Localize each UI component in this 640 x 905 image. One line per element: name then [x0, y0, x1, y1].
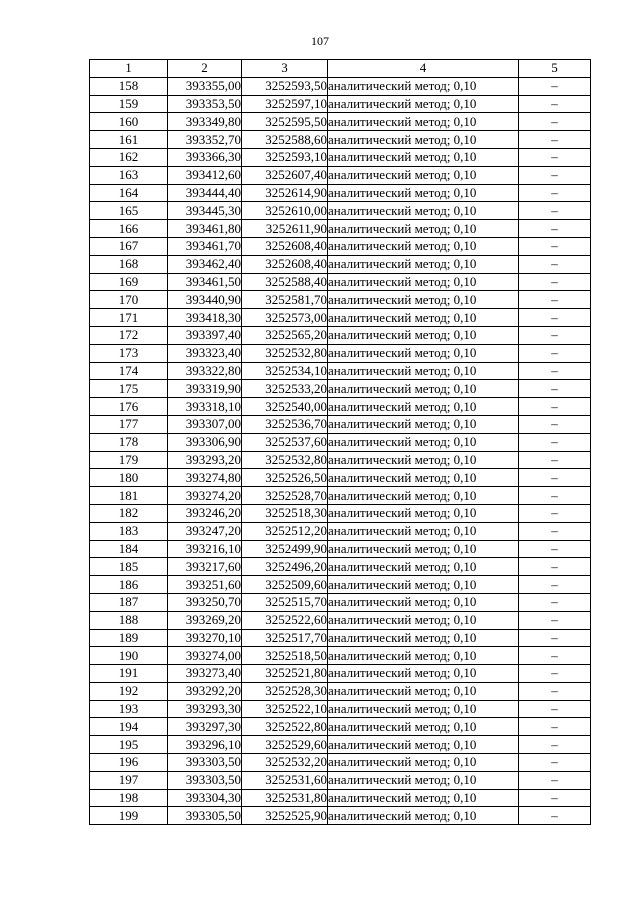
point-number-cell: 160 — [90, 113, 168, 131]
method-accuracy-cell: аналитический метод; 0,10 — [328, 771, 519, 789]
note-cell: – — [519, 166, 591, 184]
point-number-cell: 166 — [90, 220, 168, 238]
y-coordinate-cell: 3252608,40 — [242, 237, 328, 255]
point-number-cell: 158 — [90, 77, 168, 95]
method-accuracy-cell: аналитический метод; 0,10 — [328, 433, 519, 451]
point-number-cell: 193 — [90, 700, 168, 718]
x-coordinate-cell: 393352,70 — [168, 131, 242, 149]
point-number-cell: 189 — [90, 629, 168, 647]
point-number-cell: 173 — [90, 344, 168, 362]
point-number-cell: 183 — [90, 522, 168, 540]
x-coordinate-cell: 393307,00 — [168, 415, 242, 433]
table-row — [90, 647, 591, 665]
y-coordinate-cell: 3252512,20 — [242, 522, 328, 540]
y-coordinate-cell: 3252593,10 — [242, 148, 328, 166]
point-number-cell: 176 — [90, 398, 168, 416]
note-cell: – — [519, 540, 591, 558]
note-cell: – — [519, 326, 591, 344]
note-cell: – — [519, 718, 591, 736]
y-coordinate-cell: 3252528,70 — [242, 487, 328, 505]
note-cell: – — [519, 415, 591, 433]
point-number-cell: 169 — [90, 273, 168, 291]
table-row — [90, 700, 591, 718]
point-number-cell: 179 — [90, 451, 168, 469]
point-number-cell: 159 — [90, 95, 168, 113]
note-cell: – — [519, 273, 591, 291]
table-row — [90, 754, 591, 772]
note-cell: – — [519, 309, 591, 327]
table-row — [90, 487, 591, 505]
y-coordinate-cell: 3252509,60 — [242, 576, 328, 594]
point-number-cell: 187 — [90, 593, 168, 611]
table-row — [90, 273, 591, 291]
table-row — [90, 95, 591, 113]
point-number-cell: 164 — [90, 184, 168, 202]
table-row — [90, 77, 591, 95]
point-number-cell: 177 — [90, 415, 168, 433]
point-number-cell: 178 — [90, 433, 168, 451]
method-accuracy-cell: аналитический метод; 0,10 — [328, 558, 519, 576]
y-coordinate-cell: 3252499,90 — [242, 540, 328, 558]
y-coordinate-cell: 3252588,60 — [242, 131, 328, 149]
note-cell: – — [519, 771, 591, 789]
y-coordinate-cell: 3252534,10 — [242, 362, 328, 380]
table-row — [90, 309, 591, 327]
note-cell: – — [519, 807, 591, 825]
note-cell: – — [519, 131, 591, 149]
table-row — [90, 202, 591, 220]
y-coordinate-cell: 3252532,80 — [242, 344, 328, 362]
column-header-1: 1 — [90, 60, 168, 78]
x-coordinate-cell: 393462,40 — [168, 255, 242, 273]
method-accuracy-cell: аналитический метод; 0,10 — [328, 629, 519, 647]
point-number-cell: 171 — [90, 309, 168, 327]
note-cell: – — [519, 95, 591, 113]
note-cell: – — [519, 611, 591, 629]
table-row — [90, 504, 591, 522]
x-coordinate-cell: 393247,20 — [168, 522, 242, 540]
note-cell: – — [519, 665, 591, 683]
point-number-cell: 194 — [90, 718, 168, 736]
method-accuracy-cell: аналитический метод; 0,10 — [328, 665, 519, 683]
y-coordinate-cell: 3252537,60 — [242, 433, 328, 451]
point-number-cell: 190 — [90, 647, 168, 665]
note-cell: – — [519, 237, 591, 255]
point-number-cell: 195 — [90, 736, 168, 754]
method-accuracy-cell: аналитический метод; 0,10 — [328, 255, 519, 273]
x-coordinate-cell: 393397,40 — [168, 326, 242, 344]
table-row — [90, 380, 591, 398]
table-row — [90, 593, 591, 611]
point-number-cell: 161 — [90, 131, 168, 149]
method-accuracy-cell: аналитический метод; 0,10 — [328, 380, 519, 398]
point-number-cell: 185 — [90, 558, 168, 576]
point-number-cell: 170 — [90, 291, 168, 309]
note-cell: – — [519, 504, 591, 522]
table-row — [90, 718, 591, 736]
column-header-5: 5 — [519, 60, 591, 78]
x-coordinate-cell: 393269,20 — [168, 611, 242, 629]
method-accuracy-cell: аналитический метод; 0,10 — [328, 148, 519, 166]
x-coordinate-cell: 393461,80 — [168, 220, 242, 238]
table-row — [90, 131, 591, 149]
note-cell: – — [519, 469, 591, 487]
y-coordinate-cell: 3252528,30 — [242, 682, 328, 700]
method-accuracy-cell: аналитический метод; 0,10 — [328, 309, 519, 327]
x-coordinate-cell: 393318,10 — [168, 398, 242, 416]
point-number-cell: 165 — [90, 202, 168, 220]
note-cell: – — [519, 113, 591, 131]
point-number-cell: 180 — [90, 469, 168, 487]
method-accuracy-cell: аналитический метод; 0,10 — [328, 202, 519, 220]
y-coordinate-cell: 3252573,00 — [242, 309, 328, 327]
note-cell: – — [519, 202, 591, 220]
method-accuracy-cell: аналитический метод; 0,10 — [328, 522, 519, 540]
table-row — [90, 398, 591, 416]
table-row — [90, 255, 591, 273]
note-cell: – — [519, 148, 591, 166]
method-accuracy-cell: аналитический метод; 0,10 — [328, 131, 519, 149]
point-number-cell: 163 — [90, 166, 168, 184]
y-coordinate-cell: 3252517,70 — [242, 629, 328, 647]
point-number-cell: 186 — [90, 576, 168, 594]
point-number-cell: 168 — [90, 255, 168, 273]
table-row — [90, 113, 591, 131]
note-cell: – — [519, 629, 591, 647]
method-accuracy-cell: аналитический метод; 0,10 — [328, 77, 519, 95]
y-coordinate-cell: 3252595,50 — [242, 113, 328, 131]
x-coordinate-cell: 393216,10 — [168, 540, 242, 558]
point-number-cell: 198 — [90, 789, 168, 807]
method-accuracy-cell: аналитический метод; 0,10 — [328, 504, 519, 522]
method-accuracy-cell: аналитический метод; 0,10 — [328, 469, 519, 487]
note-cell: – — [519, 647, 591, 665]
y-coordinate-cell: 3252593,50 — [242, 77, 328, 95]
x-coordinate-cell: 393270,10 — [168, 629, 242, 647]
method-accuracy-cell: аналитический метод; 0,10 — [328, 718, 519, 736]
x-coordinate-cell: 393297,30 — [168, 718, 242, 736]
table-row — [90, 415, 591, 433]
x-coordinate-cell: 393418,30 — [168, 309, 242, 327]
y-coordinate-cell: 3252533,20 — [242, 380, 328, 398]
x-coordinate-cell: 393412,60 — [168, 166, 242, 184]
x-coordinate-cell: 393349,80 — [168, 113, 242, 131]
x-coordinate-cell: 393366,30 — [168, 148, 242, 166]
method-accuracy-cell: аналитический метод; 0,10 — [328, 700, 519, 718]
table-row — [90, 682, 591, 700]
x-coordinate-cell: 393461,50 — [168, 273, 242, 291]
note-cell: – — [519, 380, 591, 398]
note-cell: – — [519, 220, 591, 238]
table-row — [90, 807, 591, 825]
y-coordinate-cell: 3252614,90 — [242, 184, 328, 202]
x-coordinate-cell: 393273,40 — [168, 665, 242, 683]
note-cell: – — [519, 77, 591, 95]
point-number-cell: 162 — [90, 148, 168, 166]
point-number-cell: 184 — [90, 540, 168, 558]
x-coordinate-cell: 393274,80 — [168, 469, 242, 487]
method-accuracy-cell: аналитический метод; 0,10 — [328, 754, 519, 772]
x-coordinate-cell: 393323,40 — [168, 344, 242, 362]
point-number-cell: 192 — [90, 682, 168, 700]
point-number-cell: 191 — [90, 665, 168, 683]
x-coordinate-cell: 393304,30 — [168, 789, 242, 807]
table-row — [90, 540, 591, 558]
x-coordinate-cell: 393355,00 — [168, 77, 242, 95]
column-header-2: 2 — [168, 60, 242, 78]
point-number-cell: 167 — [90, 237, 168, 255]
x-coordinate-cell: 393293,30 — [168, 700, 242, 718]
coordinates-table — [89, 59, 591, 825]
table-row — [90, 611, 591, 629]
y-coordinate-cell: 3252532,80 — [242, 451, 328, 469]
y-coordinate-cell: 3252588,40 — [242, 273, 328, 291]
x-coordinate-cell: 393444,40 — [168, 184, 242, 202]
table-row — [90, 469, 591, 487]
method-accuracy-cell: аналитический метод; 0,10 — [328, 220, 519, 238]
x-coordinate-cell: 393293,20 — [168, 451, 242, 469]
note-cell: – — [519, 255, 591, 273]
table-row — [90, 629, 591, 647]
x-coordinate-cell: 393461,70 — [168, 237, 242, 255]
note-cell: – — [519, 558, 591, 576]
table-header-row — [90, 60, 591, 78]
method-accuracy-cell: аналитический метод; 0,10 — [328, 95, 519, 113]
method-accuracy-cell: аналитический метод; 0,10 — [328, 326, 519, 344]
table-row — [90, 558, 591, 576]
note-cell: – — [519, 433, 591, 451]
x-coordinate-cell: 393274,00 — [168, 647, 242, 665]
method-accuracy-cell: аналитический метод; 0,10 — [328, 540, 519, 558]
y-coordinate-cell: 3252522,60 — [242, 611, 328, 629]
x-coordinate-cell: 393274,20 — [168, 487, 242, 505]
table-row — [90, 665, 591, 683]
x-coordinate-cell: 393303,50 — [168, 754, 242, 772]
page-number: 107 — [311, 34, 329, 48]
note-cell: – — [519, 682, 591, 700]
table-row — [90, 184, 591, 202]
method-accuracy-cell: аналитический метод; 0,10 — [328, 487, 519, 505]
y-coordinate-cell: 3252518,30 — [242, 504, 328, 522]
point-number-cell: 182 — [90, 504, 168, 522]
x-coordinate-cell: 393246,20 — [168, 504, 242, 522]
y-coordinate-cell: 3252581,70 — [242, 291, 328, 309]
method-accuracy-cell: аналитический метод; 0,10 — [328, 398, 519, 416]
note-cell: – — [519, 362, 591, 380]
y-coordinate-cell: 3252608,40 — [242, 255, 328, 273]
x-coordinate-cell: 393306,90 — [168, 433, 242, 451]
method-accuracy-cell: аналитический метод; 0,10 — [328, 184, 519, 202]
table-row — [90, 736, 591, 754]
note-cell: – — [519, 451, 591, 469]
table-row — [90, 362, 591, 380]
point-number-cell: 196 — [90, 754, 168, 772]
note-cell: – — [519, 291, 591, 309]
column-header-4: 4 — [328, 60, 519, 78]
method-accuracy-cell: аналитический метод; 0,10 — [328, 736, 519, 754]
point-number-cell: 172 — [90, 326, 168, 344]
y-coordinate-cell: 3252515,70 — [242, 593, 328, 611]
table-row — [90, 789, 591, 807]
table-row — [90, 166, 591, 184]
x-coordinate-cell: 393305,50 — [168, 807, 242, 825]
method-accuracy-cell: аналитический метод; 0,10 — [328, 166, 519, 184]
method-accuracy-cell: аналитический метод; 0,10 — [328, 647, 519, 665]
method-accuracy-cell: аналитический метод; 0,10 — [328, 415, 519, 433]
method-accuracy-cell: аналитический метод; 0,10 — [328, 362, 519, 380]
table-row — [90, 522, 591, 540]
x-coordinate-cell: 393353,50 — [168, 95, 242, 113]
method-accuracy-cell: аналитический метод; 0,10 — [328, 451, 519, 469]
x-coordinate-cell: 393250,70 — [168, 593, 242, 611]
table-row — [90, 433, 591, 451]
note-cell: – — [519, 344, 591, 362]
note-cell: – — [519, 754, 591, 772]
table-row — [90, 326, 591, 344]
note-cell: – — [519, 700, 591, 718]
point-number-cell: 175 — [90, 380, 168, 398]
table-row — [90, 451, 591, 469]
y-coordinate-cell: 3252521,80 — [242, 665, 328, 683]
note-cell: – — [519, 576, 591, 594]
x-coordinate-cell: 393296,10 — [168, 736, 242, 754]
y-coordinate-cell: 3252531,60 — [242, 771, 328, 789]
x-coordinate-cell: 393303,50 — [168, 771, 242, 789]
y-coordinate-cell: 3252525,90 — [242, 807, 328, 825]
x-coordinate-cell: 393440,90 — [168, 291, 242, 309]
x-coordinate-cell: 393217,60 — [168, 558, 242, 576]
table-row — [90, 237, 591, 255]
method-accuracy-cell: аналитический метод; 0,10 — [328, 237, 519, 255]
point-number-cell: 199 — [90, 807, 168, 825]
table-row — [90, 771, 591, 789]
method-accuracy-cell: аналитический метод; 0,10 — [328, 273, 519, 291]
y-coordinate-cell: 3252496,20 — [242, 558, 328, 576]
note-cell: – — [519, 398, 591, 416]
method-accuracy-cell: аналитический метод; 0,10 — [328, 593, 519, 611]
method-accuracy-cell: аналитический метод; 0,10 — [328, 344, 519, 362]
y-coordinate-cell: 3252597,10 — [242, 95, 328, 113]
x-coordinate-cell: 393319,90 — [168, 380, 242, 398]
point-number-cell: 197 — [90, 771, 168, 789]
table-row — [90, 220, 591, 238]
method-accuracy-cell: аналитический метод; 0,10 — [328, 682, 519, 700]
point-number-cell: 188 — [90, 611, 168, 629]
y-coordinate-cell: 3252532,20 — [242, 754, 328, 772]
method-accuracy-cell: аналитический метод; 0,10 — [328, 291, 519, 309]
y-coordinate-cell: 3252536,70 — [242, 415, 328, 433]
y-coordinate-cell: 3252607,40 — [242, 166, 328, 184]
x-coordinate-cell: 393445,30 — [168, 202, 242, 220]
method-accuracy-cell: аналитический метод; 0,10 — [328, 789, 519, 807]
table-row — [90, 576, 591, 594]
y-coordinate-cell: 3252531,80 — [242, 789, 328, 807]
y-coordinate-cell: 3252522,80 — [242, 718, 328, 736]
note-cell: – — [519, 184, 591, 202]
y-coordinate-cell: 3252611,90 — [242, 220, 328, 238]
y-coordinate-cell: 3252565,20 — [242, 326, 328, 344]
note-cell: – — [519, 487, 591, 505]
method-accuracy-cell: аналитический метод; 0,10 — [328, 576, 519, 594]
y-coordinate-cell: 3252522,10 — [242, 700, 328, 718]
y-coordinate-cell: 3252526,50 — [242, 469, 328, 487]
table-row — [90, 291, 591, 309]
note-cell: – — [519, 522, 591, 540]
x-coordinate-cell: 393292,20 — [168, 682, 242, 700]
y-coordinate-cell: 3252610,00 — [242, 202, 328, 220]
table-body — [90, 77, 591, 824]
note-cell: – — [519, 736, 591, 754]
y-coordinate-cell: 3252540,00 — [242, 398, 328, 416]
table-row — [90, 344, 591, 362]
note-cell: – — [519, 593, 591, 611]
method-accuracy-cell: аналитический метод; 0,10 — [328, 113, 519, 131]
note-cell: – — [519, 789, 591, 807]
y-coordinate-cell: 3252529,60 — [242, 736, 328, 754]
point-number-cell: 174 — [90, 362, 168, 380]
x-coordinate-cell: 393251,60 — [168, 576, 242, 594]
x-coordinate-cell: 393322,80 — [168, 362, 242, 380]
column-header-3: 3 — [242, 60, 328, 78]
table-row — [90, 148, 591, 166]
method-accuracy-cell: аналитический метод; 0,10 — [328, 807, 519, 825]
point-number-cell: 181 — [90, 487, 168, 505]
method-accuracy-cell: аналитический метод; 0,10 — [328, 611, 519, 629]
y-coordinate-cell: 3252518,50 — [242, 647, 328, 665]
